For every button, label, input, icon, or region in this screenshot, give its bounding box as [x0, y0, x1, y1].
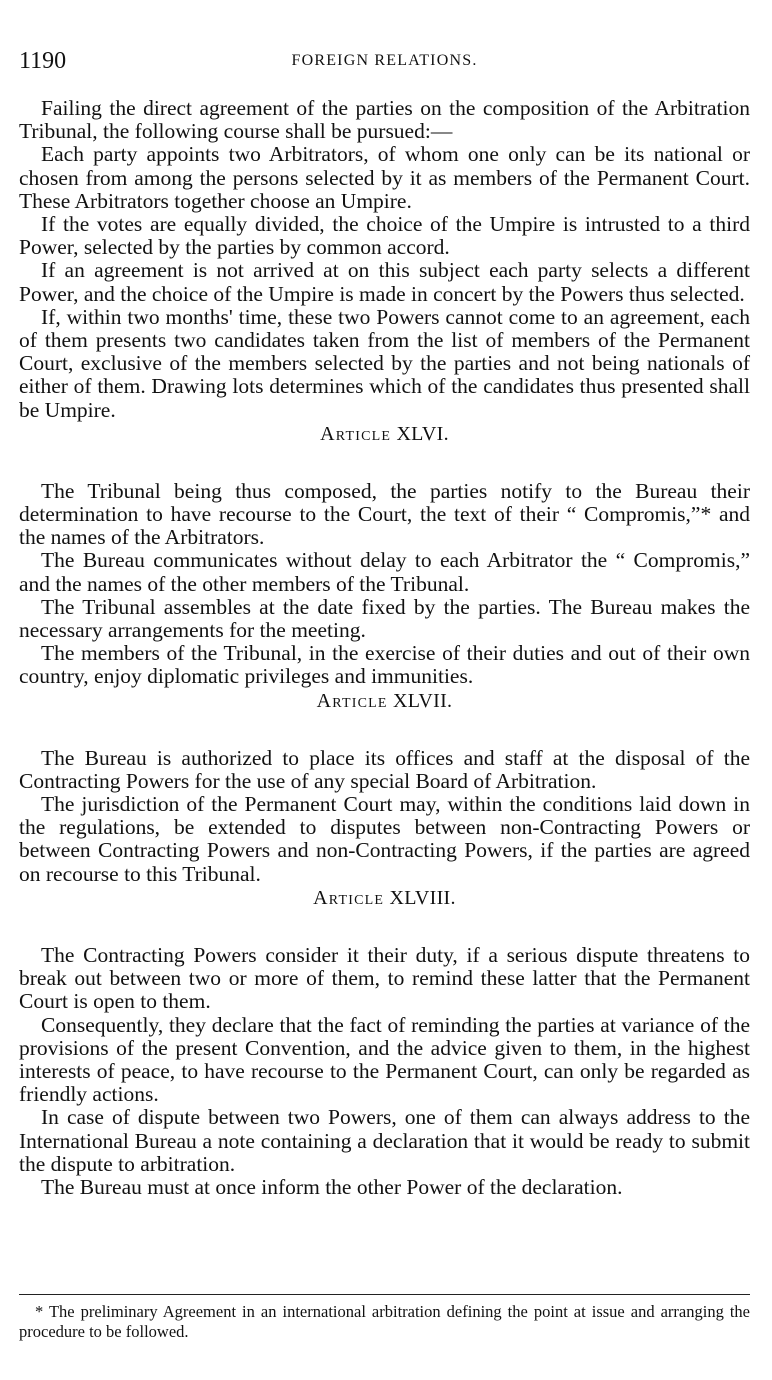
running-title: FOREIGN RELATIONS.	[291, 52, 478, 69]
article-47-heading	[19, 689, 750, 747]
paragraph: The members of the Tribunal, in the exercise of their duties and out of their own country, enjoy diplomatic privileges and immunities.	[19, 641, 750, 689]
paragraph: The Bureau must at once inform the other Power of the declaration.	[41, 1174, 623, 1199]
article-word: Article	[313, 886, 385, 909]
paragraph: Consequently, they declare that the fact of reminding the parties at variance of the provisions of the present Convention, and the advice given to them, in the highest interests of peace, to have recourse to the Permanent Court, can only be regarded as friendly actions.	[19, 1012, 750, 1107]
article-numeral: XLVI.	[396, 422, 449, 445]
paragraph: If the votes are equally divided, the choice of the Umpire is intrusted to a third Power, selected by the parties by common accord.	[19, 212, 750, 260]
article-numeral: XLVII.	[392, 689, 453, 712]
body-text	[19, 97, 750, 1199]
paragraph: Each party appoints two Arbitrators, of whom one only can be its national or chosen from among the persons selected by it as members of the Permanent Court. These Arbitrators together choose an Umpire.	[19, 142, 750, 213]
page-number: 1190	[19, 48, 67, 74]
paragraph: Failing the direct agreement of the parties on the composition of the Arbitration Tribunal, the following course shall be pursued:—	[19, 96, 750, 144]
document-page	[19, 48, 750, 1199]
paragraph: The Bureau communicates without delay to each Arbitrator the “ Compromis,” and the names of the other members of the Tribunal.	[19, 548, 750, 596]
article-46-heading	[19, 422, 750, 480]
paragraph: The Tribunal being thus composed, the parties notify to the Bureau their determination to have recourse to the Court, the text of their “ Compromis,”* and the names of the Arbitrators.	[19, 478, 750, 550]
paragraph: The Tribunal assembles at the date fixed by the parties. The Bureau makes the necessary arrangements for the meeting.	[19, 594, 750, 643]
article-numeral: XLVIII.	[389, 886, 456, 909]
paragraph: The Contracting Powers consider it their duty, if a serious dispute threatens to break out between two or more of them, to remind these latter that the Permanent Court is open to them.	[19, 942, 750, 1014]
footnote: * The preliminary Agreement in an international arbitration defining the point at issue and arranging the procedure to be followed.	[19, 1302, 750, 1341]
paragraph: If an agreement is not arrived at on this subject each party selects a different Power, and the choice of the Umpire is made in concert by the Powers thus selected.	[19, 258, 750, 306]
paragraph: If, within two months' time, these two Powers cannot come to an agreement, each of them presents two candidates taken from the list of members of the Permanent Court, exclusive of the members selected by the parties and not being nationals of either of them. Drawing lots determines which of the candidates thus presented shall be Umpire.	[19, 304, 750, 422]
page-header	[19, 48, 750, 78]
paragraph: In case of dispute between two Powers, one of them can always address to the International Bureau a note containing a declaration that it would be ready to submit the dispute to arbitration.	[19, 1105, 750, 1176]
article-48-heading	[19, 886, 750, 944]
article-word: Article	[316, 689, 388, 712]
paragraph: The Bureau is authorized to place its offices and staff at the disposal of the Contracting Powers for the use of any special Board of Arbitration.	[19, 745, 750, 793]
footnote-divider	[19, 1294, 750, 1295]
article-word: Article	[320, 422, 392, 445]
paragraph: The jurisdiction of the Permanent Court may, within the conditions laid down in the regulations, be extended to disputes between non-Contracting Powers or between Contracting Powers and non-Contracting Powers, if the parties are agreed on recourse to this Tribunal.	[19, 792, 750, 886]
